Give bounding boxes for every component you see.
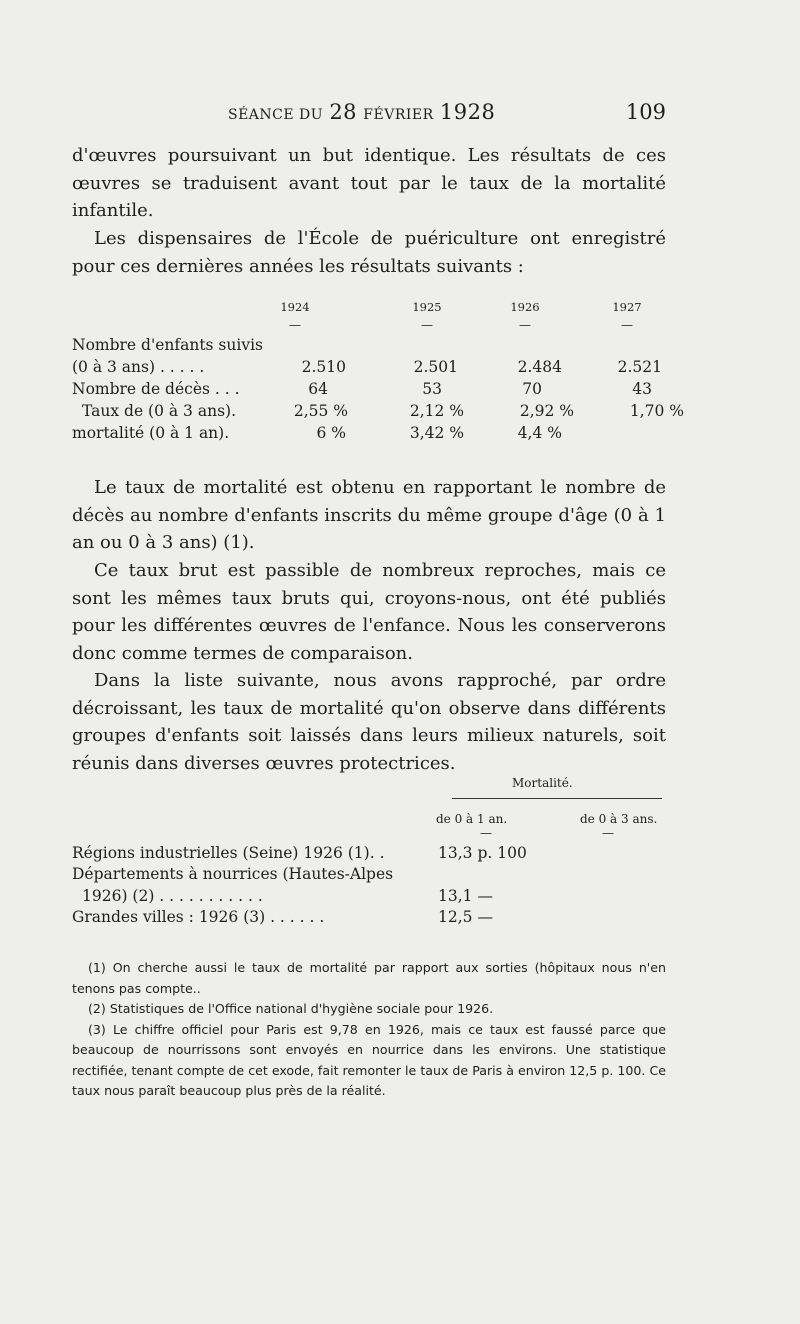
paragraph-1: d'œuvres poursuivant un but identique. Les résultats de ces œuvres se traduisent avant tout par le taux de la mortalité infantile. bbox=[72, 145, 666, 221]
table-cell: 2,55 % bbox=[293, 402, 348, 420]
row-label-nourrices-b: 1926) (2) . . . . . . . . . . . bbox=[82, 887, 263, 905]
table-cell: 4,4 % bbox=[517, 424, 562, 442]
row-label-cities: Grandes villes : 1926 (3) . . . . . . bbox=[72, 908, 325, 926]
page-number: 109 bbox=[625, 100, 666, 124]
paragraph-2: Les dispensaires de l'École de puériculture ont enregistré pour ces dernières années les résultats suivants : bbox=[72, 228, 666, 277]
table-cell: 6 % bbox=[316, 424, 346, 442]
row-label-industrial: Régions industrielles (Seine) 1926 (1). . bbox=[72, 844, 385, 862]
row-label-nourrices-a: Départements à nourrices (Hautes-Alpes bbox=[72, 865, 394, 883]
row-value-cities: 12,5 — bbox=[438, 908, 493, 926]
mortality-heading: Mortalité. bbox=[512, 776, 573, 790]
table-cell: 43 bbox=[632, 380, 652, 398]
paragraph-5: Dans la liste suivante, nous avons rapproché, par ordre décroissant, les taux de mortalité qu'on observe dans différents groupes d'enfants soit laissés dans leurs milieux naturels, soit réunis dans diverses œuvres protectrices. bbox=[72, 670, 666, 774]
year-dash: — bbox=[289, 318, 301, 332]
column-dash: — bbox=[480, 826, 492, 840]
footnote-1: (1) On cherche aussi le taux de mortalité par rapport aux sorties (hôpitaux nous n'en tenons pas compte.. bbox=[72, 960, 666, 996]
row-label-rate-0-3: Taux de (0 à 3 ans). bbox=[82, 402, 236, 420]
table-cell: 2,12 % bbox=[409, 402, 464, 420]
year-header: 1927 bbox=[612, 300, 642, 314]
row-value-nourrices: 13,1 — bbox=[438, 887, 493, 905]
running-title bbox=[228, 100, 495, 124]
table-cell: 2.510 bbox=[301, 358, 346, 376]
year-header: 1925 bbox=[412, 300, 442, 314]
row-label-children-b: (0 à 3 ans) . . . . . bbox=[72, 358, 205, 376]
year-dash: — bbox=[519, 318, 531, 332]
table-cell: 2.484 bbox=[517, 358, 562, 376]
paragraph-4: Ce taux brut est passible de nombreux reproches, mais ce sont les mêmes taux bruts qui, croyons-nous, ont été publiés pour les différentes œuvres de l'enfance. Nous les conserverons donc comme termes de comparaison. bbox=[72, 560, 666, 664]
column-header-0-1: de 0 à 1 an. bbox=[436, 812, 508, 826]
page-header bbox=[72, 100, 666, 130]
title-part-day: 28 bbox=[329, 100, 358, 124]
column-dash: — bbox=[602, 826, 614, 840]
title-part-seance: SÉANCE DU bbox=[228, 107, 324, 123]
table-cell: 70 bbox=[522, 380, 542, 398]
paragraph-3: Le taux de mortalité est obtenu en rapportant le nombre de décès au nombre d'enfants inscrits du même groupe d'âge (0 à 1 an ou 0 à 3 ans) (1). bbox=[72, 477, 666, 553]
year-dash: — bbox=[621, 318, 633, 332]
row-label-deaths: Nombre de décès . . . bbox=[72, 380, 240, 398]
table-cell: 2.501 bbox=[413, 358, 458, 376]
year-header: 1924 bbox=[280, 300, 310, 314]
row-value-industrial: 13,3 p. 100 bbox=[438, 844, 527, 862]
footnotes bbox=[72, 958, 666, 1102]
table-cell: 3,42 % bbox=[409, 424, 464, 442]
title-part-year: 1928 bbox=[439, 100, 496, 124]
row-label-rate-0-1: mortalité (0 à 1 an). bbox=[72, 424, 230, 442]
footnote-3: (3) Le chiffre officiel pour Paris est 9,78 en 1926, mais ce taux est faussé parce que beaucoup de nourrissons sont envoyés en nourrice dans les environs. Une statistique rectifiée, tenant compte de cet exode, fait remonter le taux de Paris à environ 12,5 p. 100. Ce taux nous paraît beaucoup plus près de la réalité. bbox=[72, 1021, 666, 1098]
year-header: 1926 bbox=[510, 300, 540, 314]
table-cell: 64 bbox=[308, 380, 328, 398]
column-header-0-3: de 0 à 3 ans. bbox=[580, 812, 658, 826]
year-dash: — bbox=[421, 318, 433, 332]
title-part-month: FÉVRIER bbox=[363, 107, 434, 123]
table-cell: 1,70 % bbox=[629, 402, 684, 420]
table-cell: 53 bbox=[422, 380, 442, 398]
row-label-children-a: Nombre d'enfants suivis bbox=[72, 336, 263, 354]
footnote-2: (2) Statistiques de l'Office national d'hygiène sociale pour 1926. bbox=[88, 1001, 494, 1016]
table-cell: 2.521 bbox=[617, 358, 662, 376]
heading-rule bbox=[452, 798, 662, 799]
table-cell: 2,92 % bbox=[519, 402, 574, 420]
